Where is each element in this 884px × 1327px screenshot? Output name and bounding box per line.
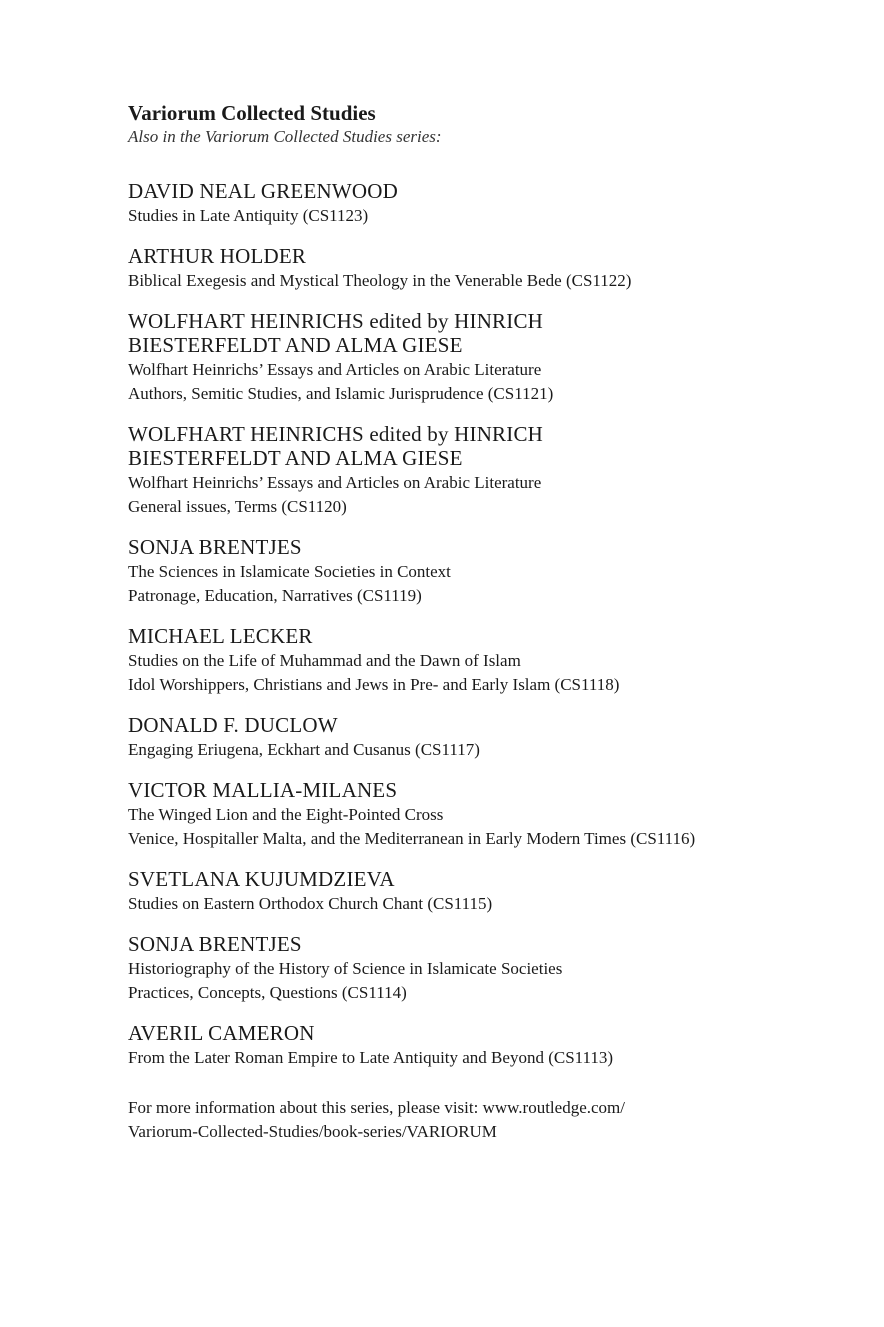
book-page xyxy=(128,100,828,1144)
book-entry xyxy=(128,932,828,1005)
book-title-line: Biblical Exegesis and Mystical Theology in the Venerable Bede (CS1122) xyxy=(128,271,632,290)
book-title-line: Studies on the Life of Muhammad and the Dawn of Islam xyxy=(128,651,521,670)
book-title-line: Idol Worshippers, Christians and Jews in Pre- and Early Islam (CS1118) xyxy=(128,675,620,694)
book-author xyxy=(128,179,828,203)
book-author-line: ARTHUR HOLDER xyxy=(128,244,307,268)
book-author xyxy=(128,932,828,956)
book-entry xyxy=(128,1021,828,1070)
book-title-line: From the Later Roman Empire to Late Antiquity and Beyond (CS1113) xyxy=(128,1048,614,1067)
book-author-line: SVETLANA KUJUMDZIEVA xyxy=(128,867,395,891)
book-author-line: AVERIL CAMERON xyxy=(128,1021,315,1045)
book-entry xyxy=(128,624,828,697)
book-author-line: MICHAEL LECKER xyxy=(128,624,313,648)
book-title-line: Studies on Eastern Orthodox Church Chant (CS1115) xyxy=(128,894,493,913)
book-entry xyxy=(128,179,828,228)
book-author-line: BIESTERFELDT AND ALMA GIESE xyxy=(128,446,463,470)
book-author-line: DAVID NEAL GREENWOOD xyxy=(128,179,398,203)
book-author xyxy=(128,244,828,268)
book-title-line: Venice, Hospitaller Malta, and the Mediterranean in Early Modern Times (CS1116) xyxy=(128,829,696,848)
book-list xyxy=(128,179,828,1070)
book-title-line: Engaging Eriugena, Eckhart and Cusanus (CS1117) xyxy=(128,740,480,759)
book-author xyxy=(128,535,828,559)
book-author xyxy=(128,624,828,648)
series-subtitle: Also in the Variorum Collected Studies series: xyxy=(128,127,442,146)
book-author-line: SONJA BRENTJES xyxy=(128,535,302,559)
book-entry xyxy=(128,244,828,293)
book-author-line: DONALD F. DUCLOW xyxy=(128,713,338,737)
book-author xyxy=(128,778,828,802)
book-author-line: BIESTERFELDT AND ALMA GIESE xyxy=(128,333,463,357)
book-title-line: Patronage, Education, Narratives (CS1119) xyxy=(128,586,422,605)
book-author-line: SONJA BRENTJES xyxy=(128,932,302,956)
series-info-url-line: Variorum-Collected-Studies/book-series/VARIORUM xyxy=(128,1122,497,1141)
book-title-line: Studies in Late Antiquity (CS1123) xyxy=(128,206,369,225)
book-title-line: The Sciences in Islamicate Societies in Context xyxy=(128,562,451,581)
book-entry xyxy=(128,422,828,519)
book-title-line: Wolfhart Heinrichs’ Essays and Articles on Arabic Literature xyxy=(128,360,542,379)
book-title-line: Wolfhart Heinrichs’ Essays and Articles on Arabic Literature xyxy=(128,473,542,492)
book-author-line: WOLFHART HEINRICHS edited by HINRICH xyxy=(128,309,544,333)
book-entry xyxy=(128,535,828,608)
book-entry xyxy=(128,867,828,916)
book-title-line: Historiography of the History of Science in Islamicate Societies xyxy=(128,959,563,978)
book-title-line: Practices, Concepts, Questions (CS1114) xyxy=(128,983,407,1002)
book-author-line: WOLFHART HEINRICHS edited by HINRICH xyxy=(128,422,544,446)
book-author xyxy=(128,309,828,357)
book-author-line: VICTOR MALLIA-MILANES xyxy=(128,778,398,802)
series-info-line: For more information about this series, please visit: www.routledge.com/ xyxy=(128,1098,625,1117)
book-title-line: The Winged Lion and the Eight-Pointed Cross xyxy=(128,805,444,824)
book-entry xyxy=(128,778,828,851)
book-entry xyxy=(128,309,828,406)
book-author xyxy=(128,867,828,891)
series-info-note xyxy=(128,1096,828,1144)
book-author xyxy=(128,1021,828,1045)
book-author xyxy=(128,713,828,737)
book-title-line: General issues, Terms (CS1120) xyxy=(128,497,347,516)
book-title-line: Authors, Semitic Studies, and Islamic Jurisprudence (CS1121) xyxy=(128,384,554,403)
series-title: Variorum Collected Studies xyxy=(128,101,376,125)
book-entry xyxy=(128,713,828,762)
book-author xyxy=(128,422,828,470)
